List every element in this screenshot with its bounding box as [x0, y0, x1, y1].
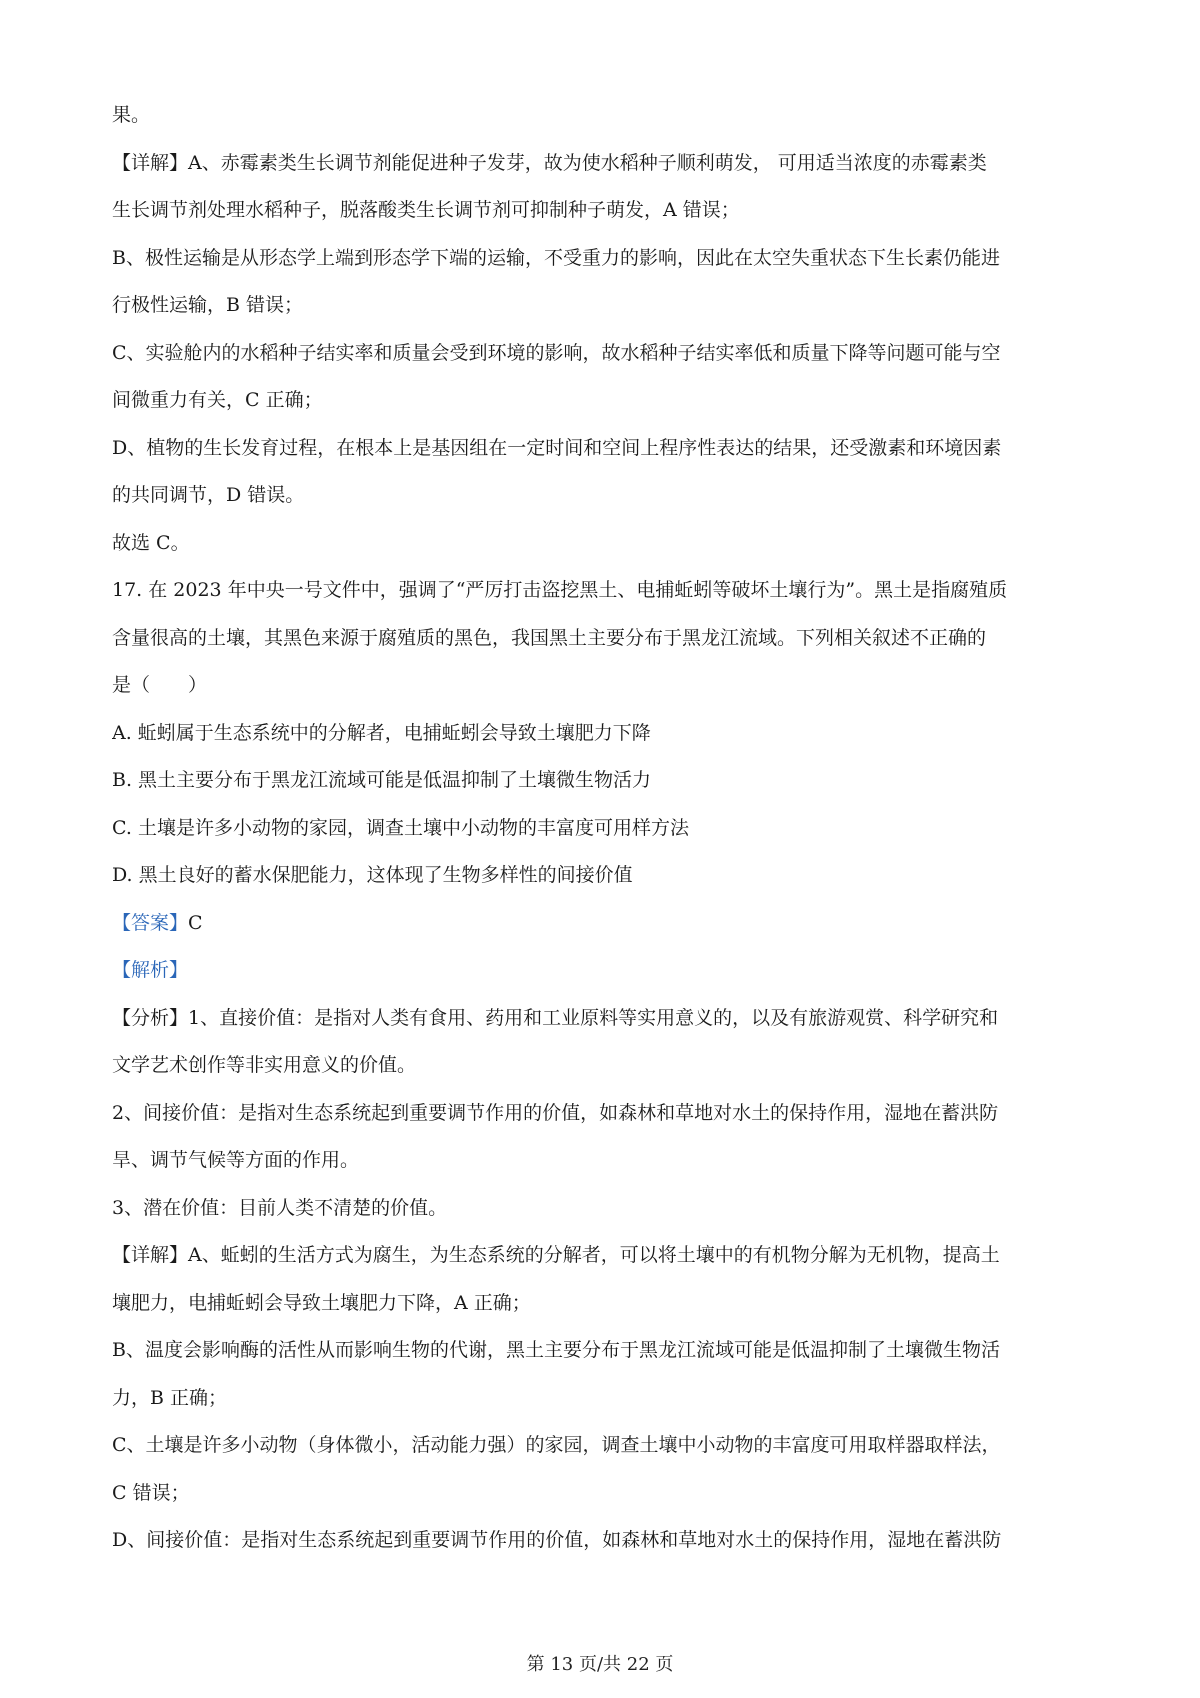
text-line [112, 995, 1102, 1043]
text-line [112, 1517, 1102, 1565]
line-text: A、赤霉素类生长调节剂能促进种子发芽，故为使水稻种子顺利萌发， 可用适当浓度的赤霉素类 [188, 151, 987, 174]
line-text: 生长调节剂处理水稻种子，脱落酸类生长调节剂可抑制种子萌发，A 错误； [112, 199, 740, 221]
text-line [112, 947, 1102, 995]
text-line [112, 757, 1102, 805]
line-text: 间微重力有关，C 正确； [112, 389, 323, 411]
line-text: 含量很高的土壤，其黑色来源于腐殖质的黑色，我国黑土主要分布于黑龙江流域。下列相关叙述不正确的 [112, 626, 987, 649]
text-line [112, 567, 1102, 615]
line-text: 2、间接价值：是指对生态系统起到重要调节作用的价值，如森林和草地对水土的保持作用，湿地在蓄洪防 [112, 1101, 999, 1124]
line-text: 是（ ） [112, 674, 208, 696]
line-text: 壤肥力，电捕蚯蚓会导致土壤肥力下降，A 正确； [112, 1291, 531, 1314]
text-line [112, 1137, 1102, 1185]
section-tag: 【详解】 [112, 151, 189, 174]
text-line [112, 1232, 1102, 1280]
text-line [112, 900, 1102, 948]
text-line [112, 710, 1102, 758]
line-text: B、极性运输是从形态学上端到形态学下端的运输，不受重力的影响，因此在太空失重状态下生长素仍能进 [112, 246, 1000, 269]
text-line [112, 472, 1102, 520]
text-line [112, 1470, 1102, 1518]
line-text: C. 土壤是许多小动物的家园，调查土壤中小动物的丰富度可用样方法 [112, 816, 689, 839]
text-line [112, 662, 1102, 710]
line-text: 3、潜在价值：目前人类不清楚的价值。 [112, 1196, 448, 1219]
line-text: C、土壤是许多小动物（身体微小，活动能力强）的家园，调查土壤中小动物的丰富度可用取样器取样法， [112, 1434, 1001, 1456]
line-text: 果。 [112, 104, 151, 126]
text-line [112, 92, 1102, 140]
text-line [112, 1422, 1102, 1470]
section-tag: 【分析】 [112, 1006, 189, 1029]
document-body [112, 92, 1102, 1565]
text-line [112, 1280, 1102, 1328]
line-text: 1、直接价值：是指对人类有食用、药用和工业原料等实用意义的，以及有旅游观赏、科学研究和 [188, 1006, 999, 1029]
text-line [112, 852, 1102, 900]
line-text: 故选 C。 [112, 531, 190, 554]
section-tag: 【答案】 [112, 911, 189, 934]
text-line [112, 1327, 1102, 1375]
line-text: 17. 在 2023 年中央一号文件中，强调了“严厉打击盗挖黑土、电捕蚯蚓等破坏土壤行为”。黑土是指腐殖质 [112, 579, 1008, 601]
line-text: 旱、调节气候等方面的作用。 [112, 1149, 360, 1171]
text-line [112, 187, 1102, 235]
line-text: 文学艺术创作等非实用意义的价值。 [112, 1054, 417, 1076]
text-line [112, 615, 1102, 663]
line-text: 力，B 正确； [112, 1386, 228, 1409]
line-text: B、温度会影响酶的活性从而影响生物的代谢，黑土主要分布于黑龙江流域可能是低温抑制了土壤微生物活 [112, 1339, 1000, 1361]
text-line [112, 140, 1102, 188]
line-text: C、实验舱内的水稻种子结实率和质量会受到环境的影响，故水稻种子结实率低和质量下降等问题可能与空 [112, 341, 1001, 364]
text-line [112, 1090, 1102, 1138]
text-line [112, 235, 1102, 283]
text-line [112, 805, 1102, 853]
text-line [112, 425, 1102, 473]
line-text: D. 黑土良好的蓄水保肥能力，这体现了生物多样性的间接价值 [112, 864, 633, 886]
line-text: 的共同调节，D 错误。 [112, 484, 305, 506]
section-tag: 【解析】 [112, 959, 189, 981]
line-text: A. 蚯蚓属于生态系统中的分解者，电捕蚯蚓会导致土壤肥力下降 [112, 721, 651, 744]
text-line [112, 330, 1102, 378]
text-line [112, 377, 1102, 425]
line-text: B. 黑土主要分布于黑龙江流域可能是低温抑制了土壤微生物活力 [112, 769, 652, 791]
text-line [112, 282, 1102, 330]
line-text: D、间接价值：是指对生态系统起到重要调节作用的价值，如森林和草地对水土的保持作用，湿地在蓄洪防 [112, 1529, 1002, 1551]
line-text: 行极性运输，B 错误； [112, 294, 304, 316]
section-tag: 【详解】 [112, 1244, 189, 1266]
line-text: C 错误； [112, 1481, 190, 1504]
line-text: A、蚯蚓的生活方式为腐生，为生态系统的分解者，可以将土壤中的有机物分解为无机物，提高土 [188, 1244, 1000, 1266]
line-text: C [188, 911, 203, 934]
text-line [112, 1375, 1102, 1423]
text-line [112, 520, 1102, 568]
page-footer: 第 13 页/共 22 页 [526, 1654, 674, 1675]
text-line [112, 1185, 1102, 1233]
text-line [112, 1042, 1102, 1090]
line-text: D、植物的生长发育过程，在根本上是基因组在一定时间和空间上程序性表达的结果，还受激素和环境因素 [112, 436, 1002, 459]
